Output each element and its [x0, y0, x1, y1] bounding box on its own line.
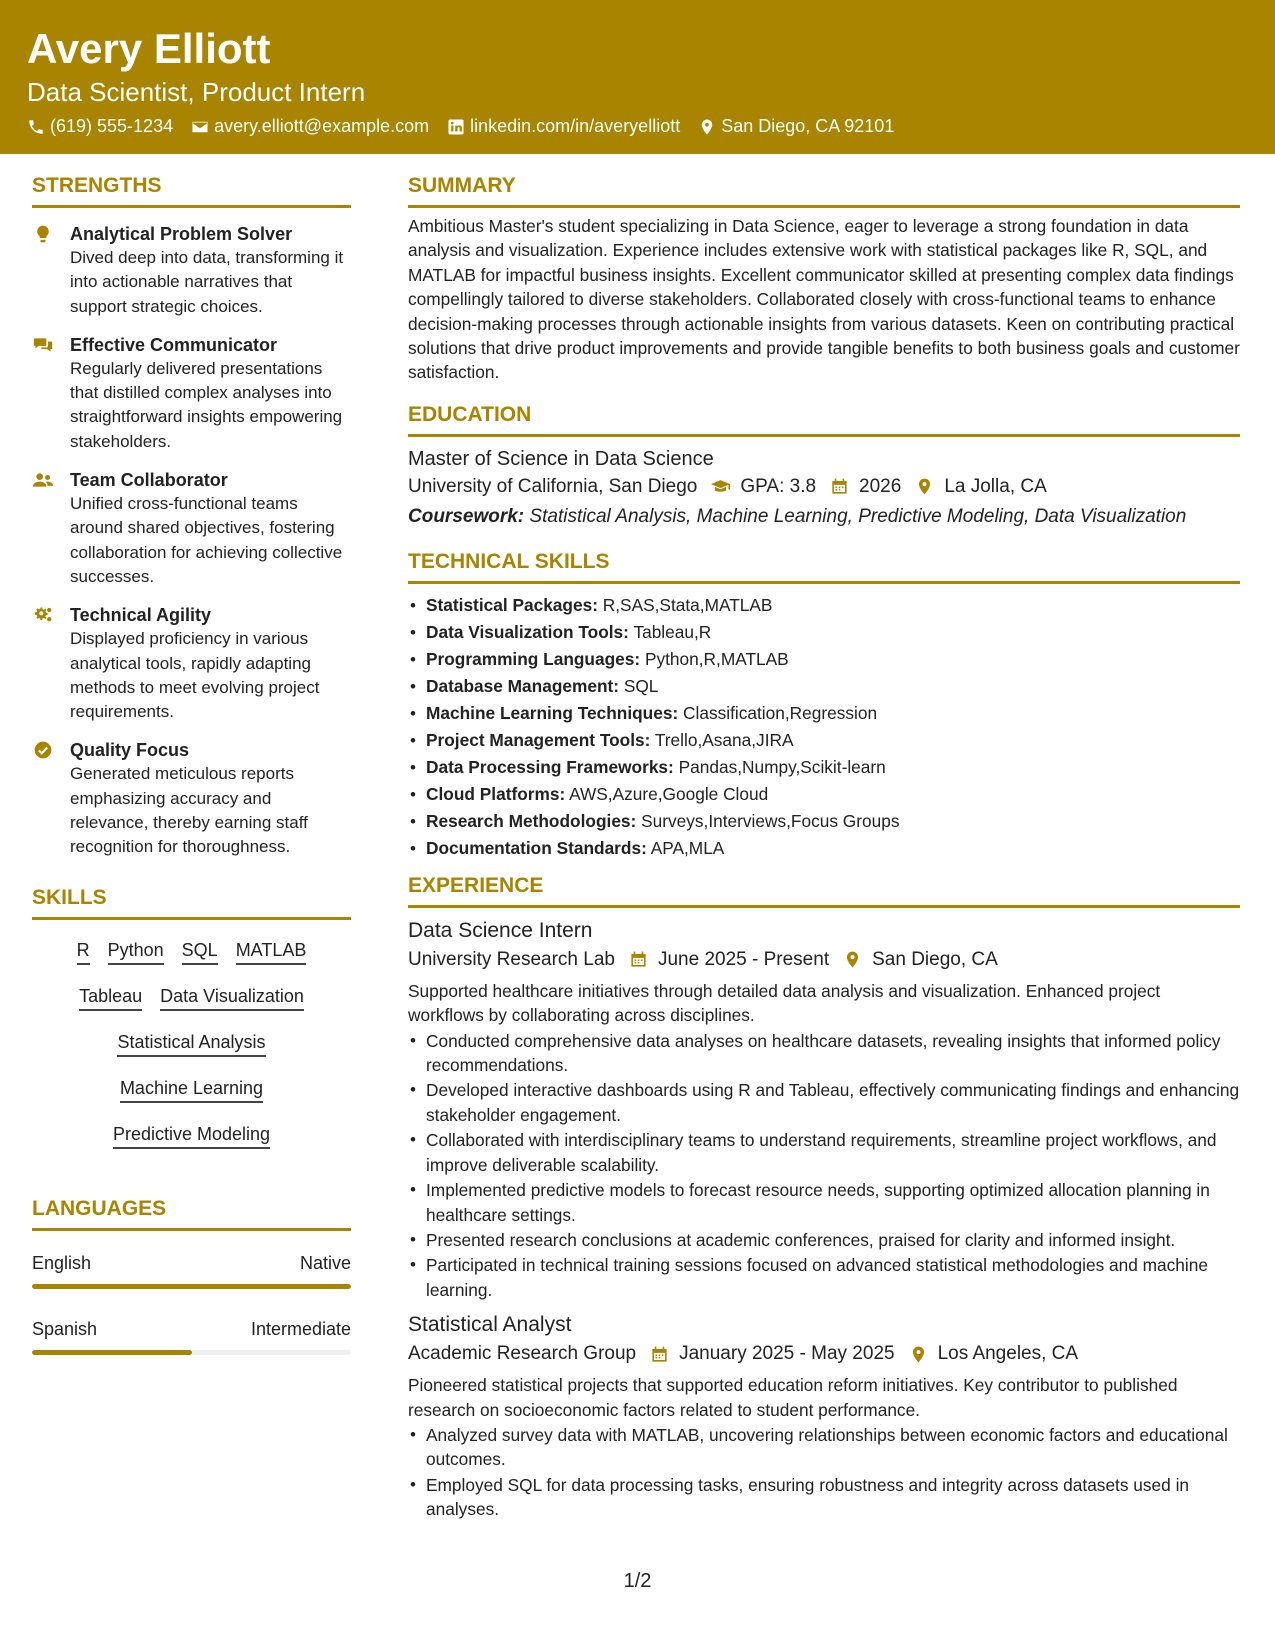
job-bullets — [408, 1423, 1240, 1522]
tech-skill-item: • Data Processing Frameworks: Pandas,Numpy,Scikit-learn — [408, 754, 1240, 781]
tech-skill-item: • Cloud Platforms: AWS,Azure,Google Cloud — [408, 781, 1240, 808]
degree-title: Master of Science in Data Science — [408, 447, 714, 470]
email-text: avery.elliott@example.com — [214, 116, 430, 136]
job-meta — [408, 945, 1240, 975]
language-level: Intermediate — [250, 1318, 351, 1339]
strength-title: Effective Communicator — [70, 334, 278, 355]
phone-text: (619) 555-1234 — [50, 116, 174, 136]
tech-skill-item: • Data Visualization Tools: Tableau,R — [408, 619, 1240, 646]
tech-skill-item: • Programming Languages: Python,R,MATLAB — [408, 646, 1240, 673]
check-circle-icon — [32, 740, 54, 760]
experience-heading: EXPERIENCE — [408, 872, 1240, 908]
skills-heading: SKILLS — [32, 884, 351, 920]
tech-skill-item: • Machine Learning Techniques: Classification,Regression — [408, 700, 1240, 727]
job-bullet: • Participated in technical training sessions focused on advanced statistical methodologies and machine learning. — [408, 1253, 1240, 1302]
strength-desc: Regularly delivered presentations that distilled complex analyses into straightforward insights empowering stakeholders. — [70, 358, 343, 451]
contact-location — [698, 116, 894, 137]
skill-tag: SQL — [182, 938, 218, 965]
map-pin-icon — [698, 118, 716, 136]
map-pin-icon — [843, 950, 862, 969]
graduation-cap-icon — [711, 477, 730, 496]
tech-skill-item: • Statistical Packages: R,SAS,Stata,MATLAB — [408, 592, 1240, 619]
strength-desc: Unified cross-functional teams around shared objectives, fostering collaboration for achieving collective successes. — [70, 494, 343, 586]
language-item — [32, 1317, 351, 1355]
job-bullet: • Collaborated with interdisciplinary teams to understand requirements, streamline project workflows, and improve deliverable scalability. — [408, 1128, 1240, 1177]
technical-skills-heading: TECHNICAL SKILLS — [408, 548, 1240, 584]
strength-item — [32, 333, 351, 454]
skill-tag: Python — [108, 938, 164, 965]
job-bullet: • Presented research conclusions at academic conferences, praised for clarity and informed insight. — [408, 1228, 1240, 1252]
strength-item — [32, 468, 351, 589]
language-level: Native — [299, 1252, 351, 1273]
summary-text: Ambitious Master's student specializing in Data Science, eager to leverage a strong foundation in data analysis and visualization. Experience includes extensive work with statistical packages like R, SQL, and MATLAB for impactful business insights. Excellent communicator skilled at presenting complex data findings compellingly tailored to diverse stakeholders. Collaborated closely with cross-functional teams to enhance decision-making processes through actionable insights from various datasets. Keen on contributing practical solutions that drive product improvements and provide tangible benefits to both business goals and customer satisfaction. — [408, 216, 1240, 383]
strength-item — [32, 738, 351, 859]
map-pin-icon — [909, 1345, 928, 1364]
contact-phone[interactable] — [27, 116, 173, 137]
language-proficiency-bar — [32, 1284, 351, 1289]
left-column — [32, 172, 351, 1355]
job-location: Los Angeles, CA — [937, 1343, 1079, 1365]
skill-tag: Statistical Analysis — [117, 1030, 265, 1057]
job-dates: January 2025 - May 2025 — [679, 1343, 895, 1365]
school-name: University of California, San Diego — [408, 475, 698, 497]
company-name: Academic Research Group — [408, 1343, 637, 1365]
job-bullet: • Analyzed survey data with MATLAB, uncovering relationships between economic factors and educational outcomes. — [408, 1423, 1240, 1472]
language-proficiency-bar — [32, 1350, 351, 1355]
job-bullets — [408, 1029, 1240, 1302]
strengths-heading: STRENGTHS — [32, 172, 351, 208]
calendar-icon — [629, 950, 648, 969]
contact-email[interactable] — [191, 116, 429, 137]
envelope-icon — [191, 118, 209, 136]
job-description: Pioneered statistical projects that supported education reform initiatives. Key contributor to published research on socioeconomic factors related to student performance. — [408, 1375, 1178, 1420]
company-name: University Research Lab — [408, 948, 615, 970]
skill-tag: Machine Learning — [120, 1076, 263, 1103]
calendar-icon — [650, 1345, 669, 1364]
right-column — [408, 172, 1240, 1522]
coursework-list: Statistical Analysis, Machine Learning, Predictive Modeling, Data Visualization — [529, 505, 1187, 527]
skill-tag: Data Visualization — [160, 984, 304, 1011]
education-heading: EDUCATION — [408, 401, 1240, 437]
gpa-text: GPA: 3.8 — [740, 475, 817, 497]
job-bullet: • Developed interactive dashboards using R and Tableau, effectively communicating findings and enhancing stakeholder engagement. — [408, 1078, 1240, 1127]
job-bullet: • Employed SQL for data processing tasks, ensuring robustness and integrity across datasets used in analyses. — [408, 1473, 1240, 1522]
linkedin-text: linkedin.com/in/averyelliott — [470, 116, 681, 136]
linkedin-icon — [447, 118, 465, 136]
gears-icon — [32, 605, 54, 625]
language-name: English — [32, 1252, 92, 1273]
job-bullet: • Implemented predictive models to forecast resource needs, supporting optimized allocation planning in healthcare settings. — [408, 1178, 1240, 1227]
skills-list — [32, 920, 351, 1149]
technical-skills-list — [408, 592, 1240, 862]
job-meta — [408, 1339, 1240, 1369]
calendar-icon — [830, 477, 849, 496]
tech-skill-item: • Documentation Standards: APA,MLA — [408, 835, 1240, 862]
language-name: Spanish — [32, 1318, 98, 1339]
resume-header — [0, 0, 1275, 154]
language-item — [32, 1251, 351, 1289]
strength-title: Technical Agility — [70, 605, 212, 626]
lightbulb-icon — [32, 224, 54, 244]
strength-item — [32, 222, 351, 319]
job-entry — [408, 917, 1240, 1302]
location-text: San Diego, CA 92101 — [721, 116, 895, 136]
strength-desc: Generated meticulous reports emphasizing accuracy and relevance, thereby earning staff recognition for thoroughness. — [70, 764, 308, 857]
skill-tag: MATLAB — [236, 938, 307, 965]
phone-icon — [27, 118, 45, 136]
job-location: San Diego, CA — [872, 948, 998, 970]
page-number: 1/2 — [623, 1570, 652, 1592]
strength-title: Quality Focus — [70, 740, 190, 761]
job-description: Supported healthcare initiatives through detailed data analysis and visualization. Enhanced project workflows by collaborating across disciplines. — [408, 980, 1161, 1026]
candidate-title: Data Scientist, Product Intern — [27, 77, 366, 107]
job-bullet: • Conducted comprehensive data analyses on healthcare datasets, revealing insights that informed policy recommendations. — [408, 1029, 1240, 1078]
languages-heading: LANGUAGES — [32, 1195, 351, 1231]
comments-icon — [32, 335, 54, 355]
language-proficiency-fill — [32, 1350, 192, 1355]
strength-title: Analytical Problem Solver — [70, 224, 293, 244]
job-title: Statistical Analyst — [408, 1313, 572, 1337]
strength-desc: Displayed proficiency in various analytical tools, rapidly adapting methods to meet evolving project requirements. — [70, 629, 320, 722]
candidate-name: Avery Elliott — [27, 25, 271, 72]
job-entry — [408, 1311, 1240, 1521]
job-title: Data Science Intern — [408, 918, 593, 942]
strength-title: Team Collaborator — [70, 470, 228, 491]
skill-tag: R — [77, 938, 90, 965]
job-dates: June 2025 - Present — [657, 948, 830, 970]
school-location: La Jolla, CA — [944, 475, 1047, 497]
skill-tag: Predictive Modeling — [113, 1122, 270, 1149]
language-proficiency-fill — [32, 1284, 351, 1289]
map-pin-icon — [915, 477, 934, 496]
coursework-label: Coursework: — [408, 505, 525, 527]
strength-desc: Dived deep into data, transforming it into actionable narratives that support strategic choices. — [70, 248, 344, 316]
graduation-year: 2026 — [859, 475, 902, 497]
strength-item — [32, 603, 351, 724]
contact-bar — [27, 116, 1248, 137]
education-meta — [408, 472, 1240, 502]
skill-tag: Tableau — [79, 984, 142, 1011]
contact-linkedin[interactable] — [447, 116, 680, 137]
summary-heading: SUMMARY — [408, 172, 1240, 208]
users-icon — [32, 470, 54, 490]
tech-skill-item: • Database Management: SQL — [408, 673, 1240, 700]
tech-skill-item: • Research Methodologies: Surveys,Interviews,Focus Groups — [408, 808, 1240, 835]
coursework — [408, 502, 1240, 532]
tech-skill-item: • Project Management Tools: Trello,Asana,JIRA — [408, 727, 1240, 754]
